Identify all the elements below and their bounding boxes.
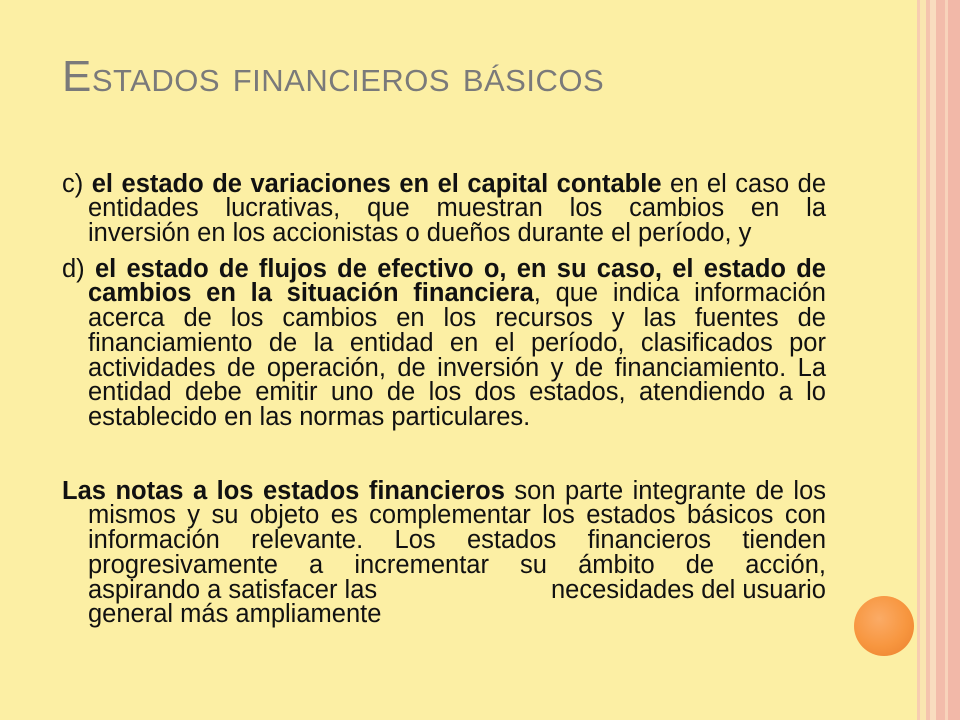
- text-line: [88, 405, 826, 430]
- text-segment: mismos y su objeto es complementar los estados básicos con: [88, 501, 826, 530]
- text-segment: necesidades del usuario: [550, 575, 826, 604]
- text-segment: aspirando a satisfacer las: [88, 575, 378, 604]
- emphasis-text: cambios en la situación financiera: [88, 279, 534, 308]
- emphasis-text: el estado de flujos de efectivo o, en su caso, el estado de: [94, 254, 826, 283]
- text-segment: son parte integrante de los: [504, 476, 826, 505]
- text-line: [88, 575, 826, 604]
- emphasis-text: Las notas a los estados financieros: [62, 476, 505, 505]
- text-segment: acerca de los cambios en los recursos y las fuentes de: [88, 304, 826, 333]
- text-line: [88, 328, 826, 357]
- paragraph-estado-variaciones-capital: [62, 172, 826, 245]
- text-line: [88, 602, 826, 627]
- text-segment: en el caso de: [661, 170, 827, 198]
- paragraph-estado-flujos-efectivo: [62, 254, 826, 432]
- list-marker: d): [62, 254, 95, 283]
- text-segment: , que indica información: [533, 279, 826, 308]
- text-line: [62, 476, 826, 505]
- text-segment: inversión en los accionistas o dueños durante el período, y: [88, 218, 752, 247]
- text-segment: información relevante. Los estados financieros tienden: [88, 526, 826, 555]
- text-line: [88, 503, 826, 528]
- text-segment: progresivamente a incrementar su ámbito de acción,: [88, 550, 826, 579]
- list-marker: c): [62, 170, 92, 198]
- text-line: [88, 528, 826, 553]
- decorative-side-stripes: [917, 0, 960, 720]
- text-line: [88, 380, 826, 405]
- decorative-orange-circle: [854, 596, 914, 656]
- text-line: [62, 254, 826, 283]
- text-line: [88, 281, 826, 306]
- text-line: [88, 353, 826, 382]
- text-segment: financiamiento de la entidad en el período, clasificados por: [88, 328, 826, 357]
- paragraph-notas-estados-financieros: [62, 476, 826, 629]
- text-line: [62, 172, 826, 196]
- text-line: [88, 550, 826, 579]
- text-line: [88, 218, 826, 247]
- text-segment: general más ampliamente: [88, 600, 382, 629]
- text-segment: actividades de operación, de inversión y de financiamiento. La: [88, 353, 826, 382]
- text-line: [88, 306, 826, 331]
- text-line: [88, 194, 826, 223]
- text-segment: entidades lucrativas, que muestran los cambios en la: [88, 194, 826, 223]
- emphasis-text: el estado de variaciones en el capital contable: [91, 170, 662, 198]
- text-segment: establecido en las normas particulares.: [88, 403, 531, 432]
- slide-title: Estados financieros básicos: [62, 52, 605, 101]
- text-segment: entidad debe emitir uno de los dos estados, atendiendo a lo: [88, 378, 826, 407]
